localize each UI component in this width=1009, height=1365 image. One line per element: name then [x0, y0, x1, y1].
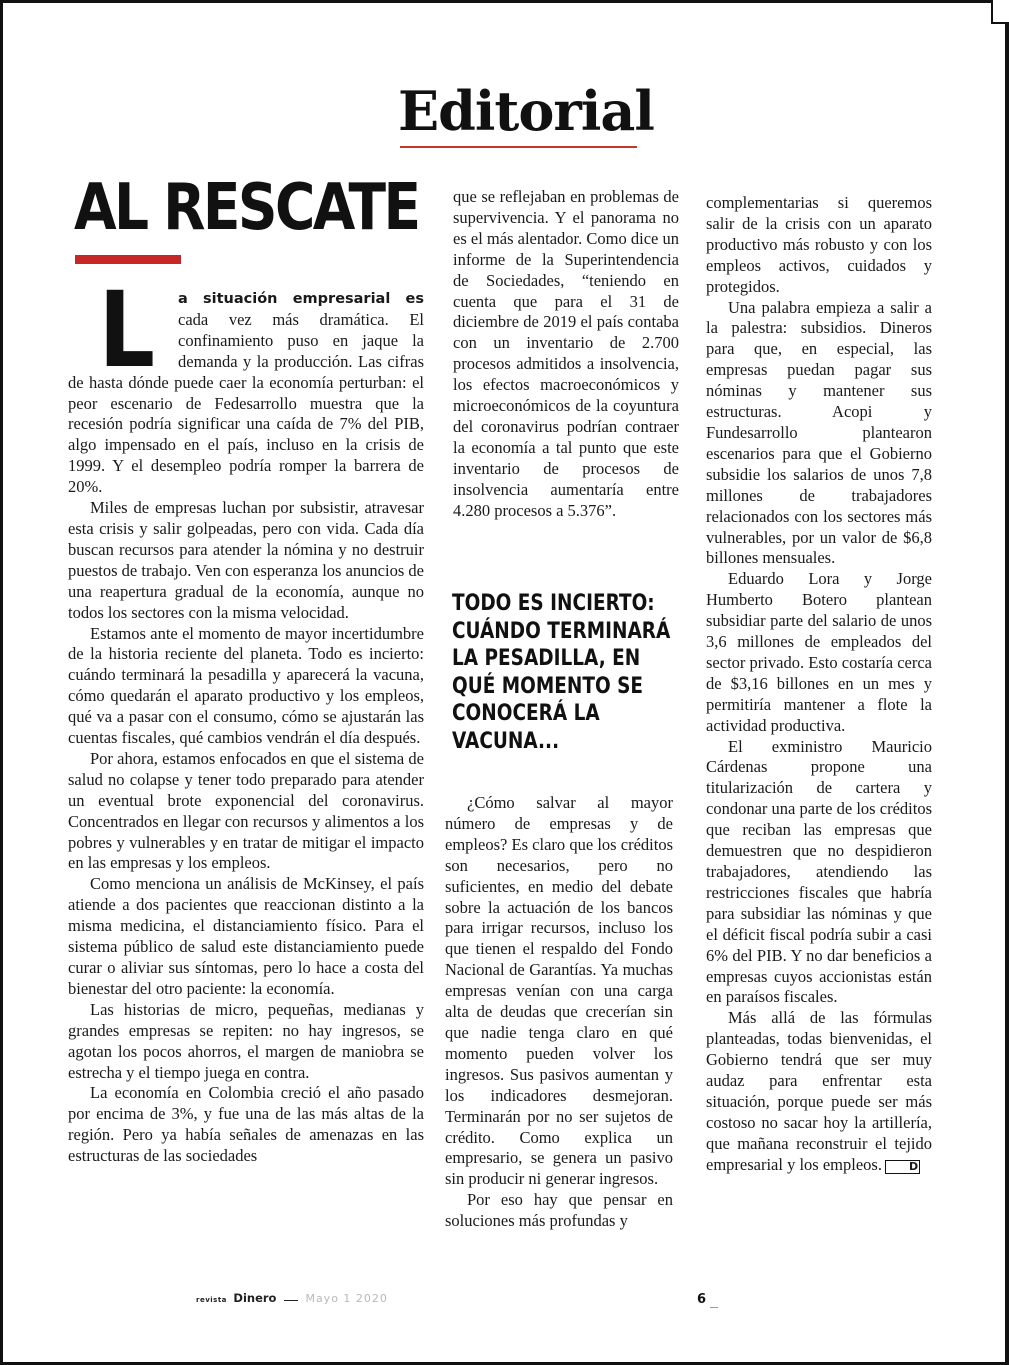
article-column-2-continued — [445, 793, 673, 1232]
paragraph-text: Más allá de las fórmulas planteadas, todas bienvenidas, el Gobierno tendrá que ser muy audaz para enfrentar esta situación, porque puede ser más costoso no sacar hoy la artillería, que mañana reconstruir el tejido empresarial y los empleos. — [706, 1008, 932, 1174]
page-border-left — [0, 0, 3, 1365]
paragraph: Por ahora, estamos enfocados en que el sistema de salud no colapse y tener todo preparado para atender un eventual brote exponencial del coronavirus. Concentrados en llegar con recursos y alimentos a los pobres y vulnerables y en tratar de mitigar el impacto en las empresas y los empleos. — [68, 748, 424, 873]
corner-crop-mark — [991, 0, 1009, 24]
end-of-article-mark: D — [885, 1160, 920, 1174]
footer-magazine-prefix: revista — [196, 1296, 227, 1304]
article-headline: AL RESCATE — [74, 171, 419, 245]
paragraph: Estamos ante el momento de mayor incertidumbre de la historia reciente del planeta. Todo es incierto: cuándo terminará la pesadilla y aparecerá la vacuna, cómo quedarán el aparato productivo y los empleos, qué va a pasar con el consumo, cómo se ajustarán las cuentas fiscales, qué cambios vendrán el día después. — [68, 623, 424, 748]
lead-paragraph — [68, 269, 424, 498]
last-paragraph — [706, 1008, 932, 1175]
section-title-underline — [400, 146, 637, 148]
paragraph-text: cada vez más dramática. El confinamiento puso en jaque la demanda y la producción. Las cifras de hasta dónde puede caer la economía perturban: el peor escenario de Fedesarrollo muestra que la recesión podría significar una caída de 7% del PIB, algo impensado en el país, incluso en la crisis de 1999. Y el desempleo podría romper la barrera de 20%. — [68, 309, 424, 497]
paragraph: complementarias si queremos salir de la crisis con un aparato productivo más robusto y con los empleos activos, cuidados y protegidos. — [706, 193, 932, 296]
paragraph: que se reflejaban en problemas de supervivencia. Y el panorama no es el más alentador. Como dice un informe de la Superintendencia de Sociedades, “teniendo en cuenta que para el 31 de diciembre de 2019 el país contaba con un inventario de 2.700 procesos admitidos a insolvencia, los efectos macroeconómicos y microeconómicos de la coyuntura del coronavirus podrían contraer la economía a tal punto que este inventario de procesos de insolvencia aumentaría entre 4.280 procesos a 5.376”. — [453, 187, 679, 520]
paragraph: La economía en Colombia creció el año pasado por encima de 3%, y fue una de las más altas de la región. Pero ya había señales de amenazas en las estructuras de las sociedades — [68, 1083, 424, 1166]
paragraph: Como menciona un análisis de McKinsey, el país atiende a dos pacientes que reaccionan distinto a la misma medicina, el distanciamiento físico. Para el sistema público de salud este distanciamiento puede curar o aliviar sus síntomas, pero lo hace a costa del bienestar del otro paciente: la economía. — [68, 874, 424, 998]
paragraph: Por eso hay que pensar en soluciones más profundas y — [445, 1190, 673, 1231]
paragraph: ¿Cómo salvar al mayor número de empresas y de empleos? Es claro que los créditos son necesarios, pero no suficientes, en medio del debate sobre la actuación de los bancos para irrigar recursos, incluso los que tienen el respaldo del Fondo Nacional de Garantías. Ya muchas empresas venían con una carga alta de deudas que crecerían sin que nadie tenga claro en qué momento pueden volver los ingresos. Sus pasivos aumentan y los indicadores desmejoran. Terminarán por no ser sujetos de crédito. Como explica un empresario, se genera un pasivo sin producir ni generar ingresos. — [445, 793, 673, 1189]
paragraph: Una palabra empieza a salir a la palestra: subsidios. Dineros para que, en especial, las empresas puedan pagar sus nóminas y mantener sus estructuras. Acopi y Fundesarrollo plantearon escenarios para que el Gobierno subsidie los salarios de unos 7,8 millones de trabajadores relacionados con los sectores más vulnerables, por un valor de $6,8 billones mensuales. — [706, 297, 932, 568]
paragraph: Eduardo Lora y Jorge Humberto Botero plantean subsidiar parte del salario de unos 3,6 millones de empleados del sector privado. Esto costaría cerca de $3,16 billones en un mes y permitiría mantener a flote la actividad productiva. — [706, 569, 932, 735]
article-column-1 — [68, 269, 424, 1167]
page-border-top — [0, 0, 1009, 3]
footer-issue-date: Mayo 1 2020 — [305, 1292, 388, 1305]
article-column-2 — [453, 187, 679, 522]
drop-cap: L — [98, 269, 155, 391]
pull-quote: TODO ES INCIERTO: CUÁNDO TERMINARÁ LA PESADILLA, EN QUÉ MOMENTO SE CONOCERÁ LA VACUNA... — [452, 591, 671, 754]
page-border-right — [1005, 0, 1009, 1365]
lead-in-text: a situación empresarial es — [178, 291, 424, 307]
page-number: 6 — [697, 1292, 707, 1307]
page-footer — [196, 1291, 388, 1305]
section-title: Editorial — [398, 79, 654, 143]
footer-separator — [284, 1300, 298, 1301]
paragraph: Miles de empresas luchan por subsistir, atravesar esta crisis y salir golpeadas, pero con vida. Cada día buscan recursos para atender la nómina y no destruir puestos de trabajo. Ven con esperanza los anuncios de una reapertura gradual de la economía, aunque no todos los sectores con la misma velocidad. — [68, 498, 424, 622]
paragraph: El exministro Mauricio Cárdenas propone una titularización de cartera y condonar una parte de los créditos que reciban las empresas que demuestren que no despidieron trabajadores, atendiendo las restricciones fiscales que habría para subsidiar las nóminas y que el déficit fiscal podría subir a casi 6% del PIB. Y no dar beneficios a empresas cuyos accionistas están en paraísos fiscales. — [706, 736, 932, 1007]
article-column-3 — [706, 193, 932, 1176]
paragraph: Las historias de micro, pequeñas, medianas y grandes empresas se repiten: no hay ingresos, se agotan los pocos ahorros, el margen de maniobra se estrecha y el tiempo juega en contra. — [68, 999, 424, 1082]
footer-magazine-name: Dinero — [233, 1291, 277, 1305]
page-number-tick — [710, 1307, 718, 1308]
headline-accent-bar — [75, 255, 181, 264]
